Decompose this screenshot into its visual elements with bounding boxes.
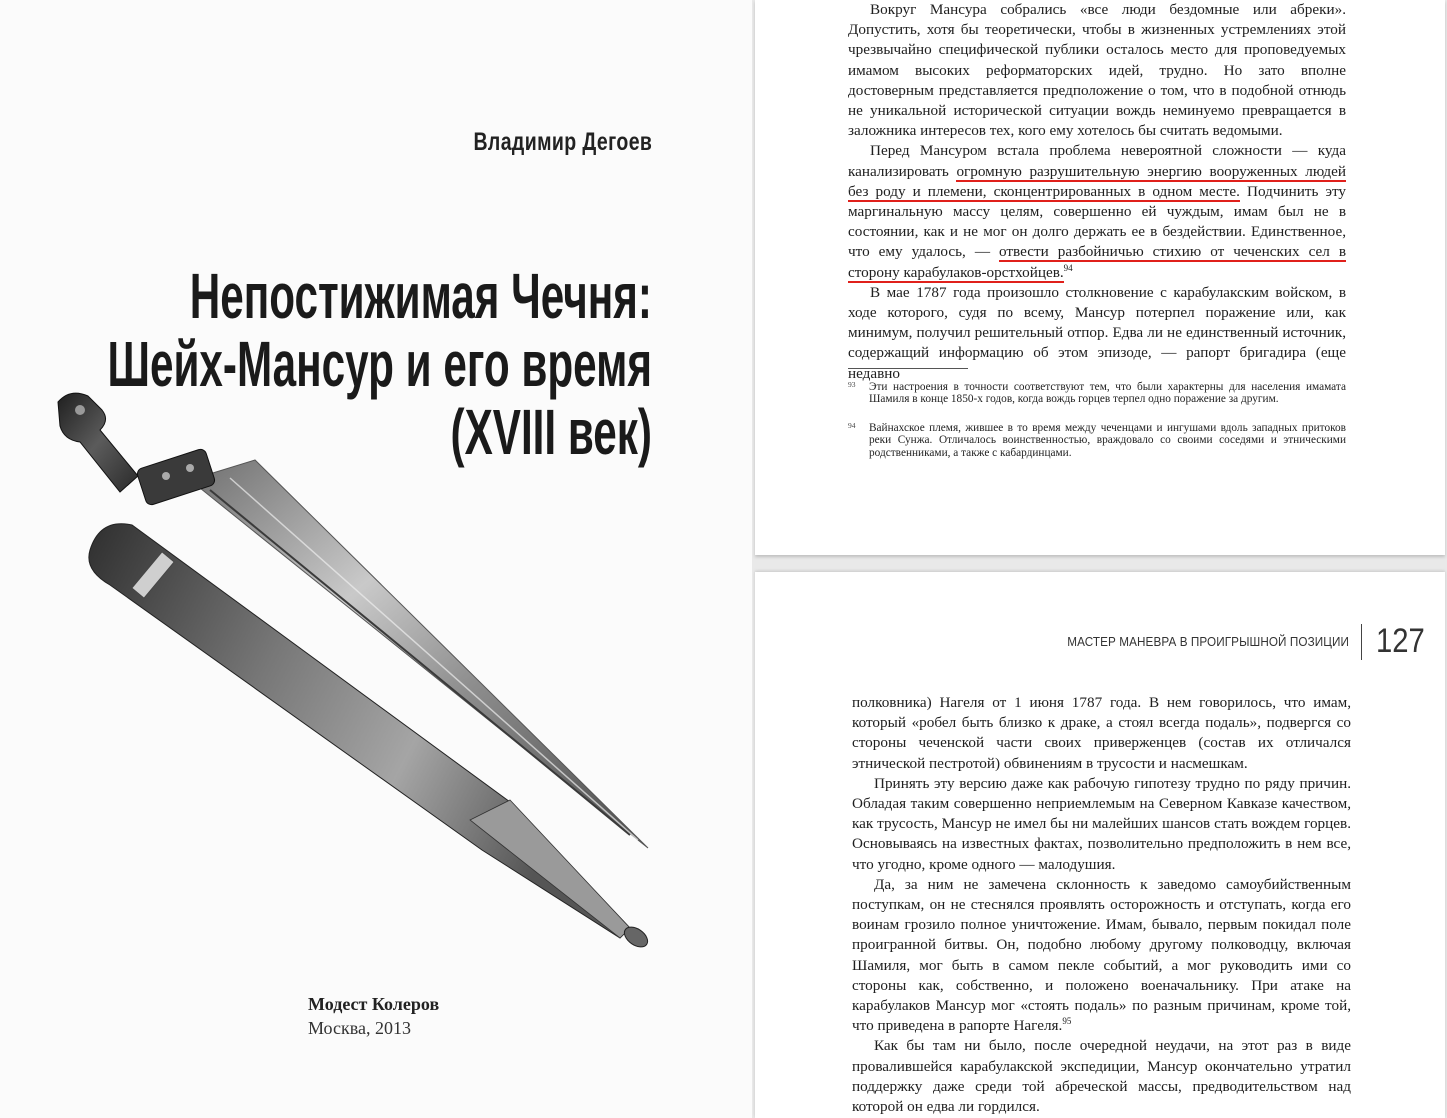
top-page-text xyxy=(848,0,1346,384)
footnote-94: Вайнахское племя, жившее в то время между чеченцами и ингушами вдоль западных притоков реки Сунжа. Отличалось воинственностью, враждовало со своими соседями и этническими родственниками, а также с кабардинцами. xyxy=(869,422,1346,459)
cover-title-line-3: (XVIII век) xyxy=(450,396,652,468)
highlight-underline-1: огромную разрушительную энергию вооруженных людей без роду и племени, сконцентрированных в одном месте. xyxy=(848,162,1347,200)
footnote-ref-94: 94 xyxy=(1063,262,1073,273)
footnote-ref-95: 95 xyxy=(1062,1016,1072,1027)
cover-author: Владимир Дегоев xyxy=(473,128,652,156)
running-head-divider xyxy=(1361,624,1362,660)
page-number: 127 xyxy=(1376,622,1425,660)
cover-title-line-1: Непостижимая Чечня: xyxy=(189,260,652,332)
footnote-separator xyxy=(848,368,968,369)
bottom-page-text xyxy=(852,693,1351,1117)
footnote-93: Эти настроения в точности соответствуют тем, что были характерны для населения имамата Шамиля в конце 1850-х годов, когда вождь горцев терпел одно поражение за другим. xyxy=(869,381,1346,406)
p2-text-b: Подчинить эту маргинальную массу целям, совершенно ей чуждым, имам был не в состоянии, как и не мог он долго держать ее в бездействии. Единственное, что ему удалось, — xyxy=(848,182,1346,261)
bottom-paragraph-1: полковника) Нагеля от 1 июня 1787 года. В нем говорилось, что имам, который «робел быть близко к драке, а стоял всегда подаль», подвергся со стороны чеченской части своих приверженцев (состав их отличался этнической пестротой) обвинениям в трусости и насмешкам. xyxy=(852,694,1351,772)
footnote-94-number: 94 xyxy=(848,421,856,430)
bottom-paragraph-2: Принять эту версию даже как рабочую гипотезу трудно по ряду причин. Обладая таким совершенно неприемлемым на Северном Кавказе качеством, как трусость, Мансур не имел бы ни малейших шансов стать вождем горцев. Основываясь на известных фактах, позволительно предположить в нем все, что угодно, кроме одного — малодушия. xyxy=(852,774,1351,873)
dagger-hilt xyxy=(58,393,216,506)
cover-city-year: Москва, 2013 xyxy=(308,1018,411,1038)
dagger-illustration xyxy=(40,380,680,980)
highlight-underline-2: отвести разбойничью стихию от чеченских сел в сторону карабулаков-орстхойцев. xyxy=(848,243,1346,281)
top-paragraph-1: Вокруг Мансура собрались «все люди бездомные или абреки». Допустить, хотя бы теоретически, чтобы в жизненных устремлениях этой чрезвычайно специфической публики осталось место для проповедуемых имамом высоких реформаторских идей, трудно. Но зато вполне достоверным представляется предположение о том, что в подобной отнюдь не уникальной исторической ситуации вождь неминуемо превращается в заложника интересов тех, кого ему хотелось бы считать ведомыми. xyxy=(848,1,1346,140)
running-head: МАСТЕР МАНЕВРА В ПРОИГРЫШНОЙ ПОЗИЦИИ xyxy=(1067,634,1349,649)
p2-text-a: Перед Мансуром встала проблема невероятной сложности — куда канализировать xyxy=(848,142,1346,180)
top-paragraph-3: В мае 1787 года произошло столкновение с карабулакским войском, в ходе которого, судя по всему, Мансур потерпел поражение или, как минимум, получил решительный отпор. Едва ли не единственный источник, содержащий информацию об этом эпизоде, — рапорт бригадира (еще недавно xyxy=(848,283,1346,382)
bottom-paragraph-3 xyxy=(852,875,1351,1037)
p3-text: Да, за ним не замечена склонность к заведомо самоубийственным поступкам, он не стеснялся проявлять осторожность и отступать, когда его воинам грозило полное уничтожение. Имам, бывало, первым покидал поле проигранной битвы. Он, подобно любому другому полководцу, включая Шамиля, мог быть в самом пекле событий, а мог руководить ими со стороны как, собственно, и положено военачальнику. При атаке на карабулаков Мансур мог «стоять подаль» по разным причинам, кроме той, что приведена в рапорте Нагеля. xyxy=(852,875,1351,1035)
cover-publisher: Модест Колеров xyxy=(308,994,440,1014)
footnote-93-number: 93 xyxy=(848,380,856,389)
bottom-paragraph-4: Как бы там ни было, после очередной неудачи, на этот раз в виде провалившейся карабулакской экспедиции, Мансур окончательно утратил поддержку даже среди той абреческой массы, предводительством над которой он едва ли гордился. xyxy=(852,1037,1351,1116)
top-paragraph-2 xyxy=(848,141,1346,282)
cover-title-line-2: Шейх-Мансур и его время xyxy=(107,328,652,400)
